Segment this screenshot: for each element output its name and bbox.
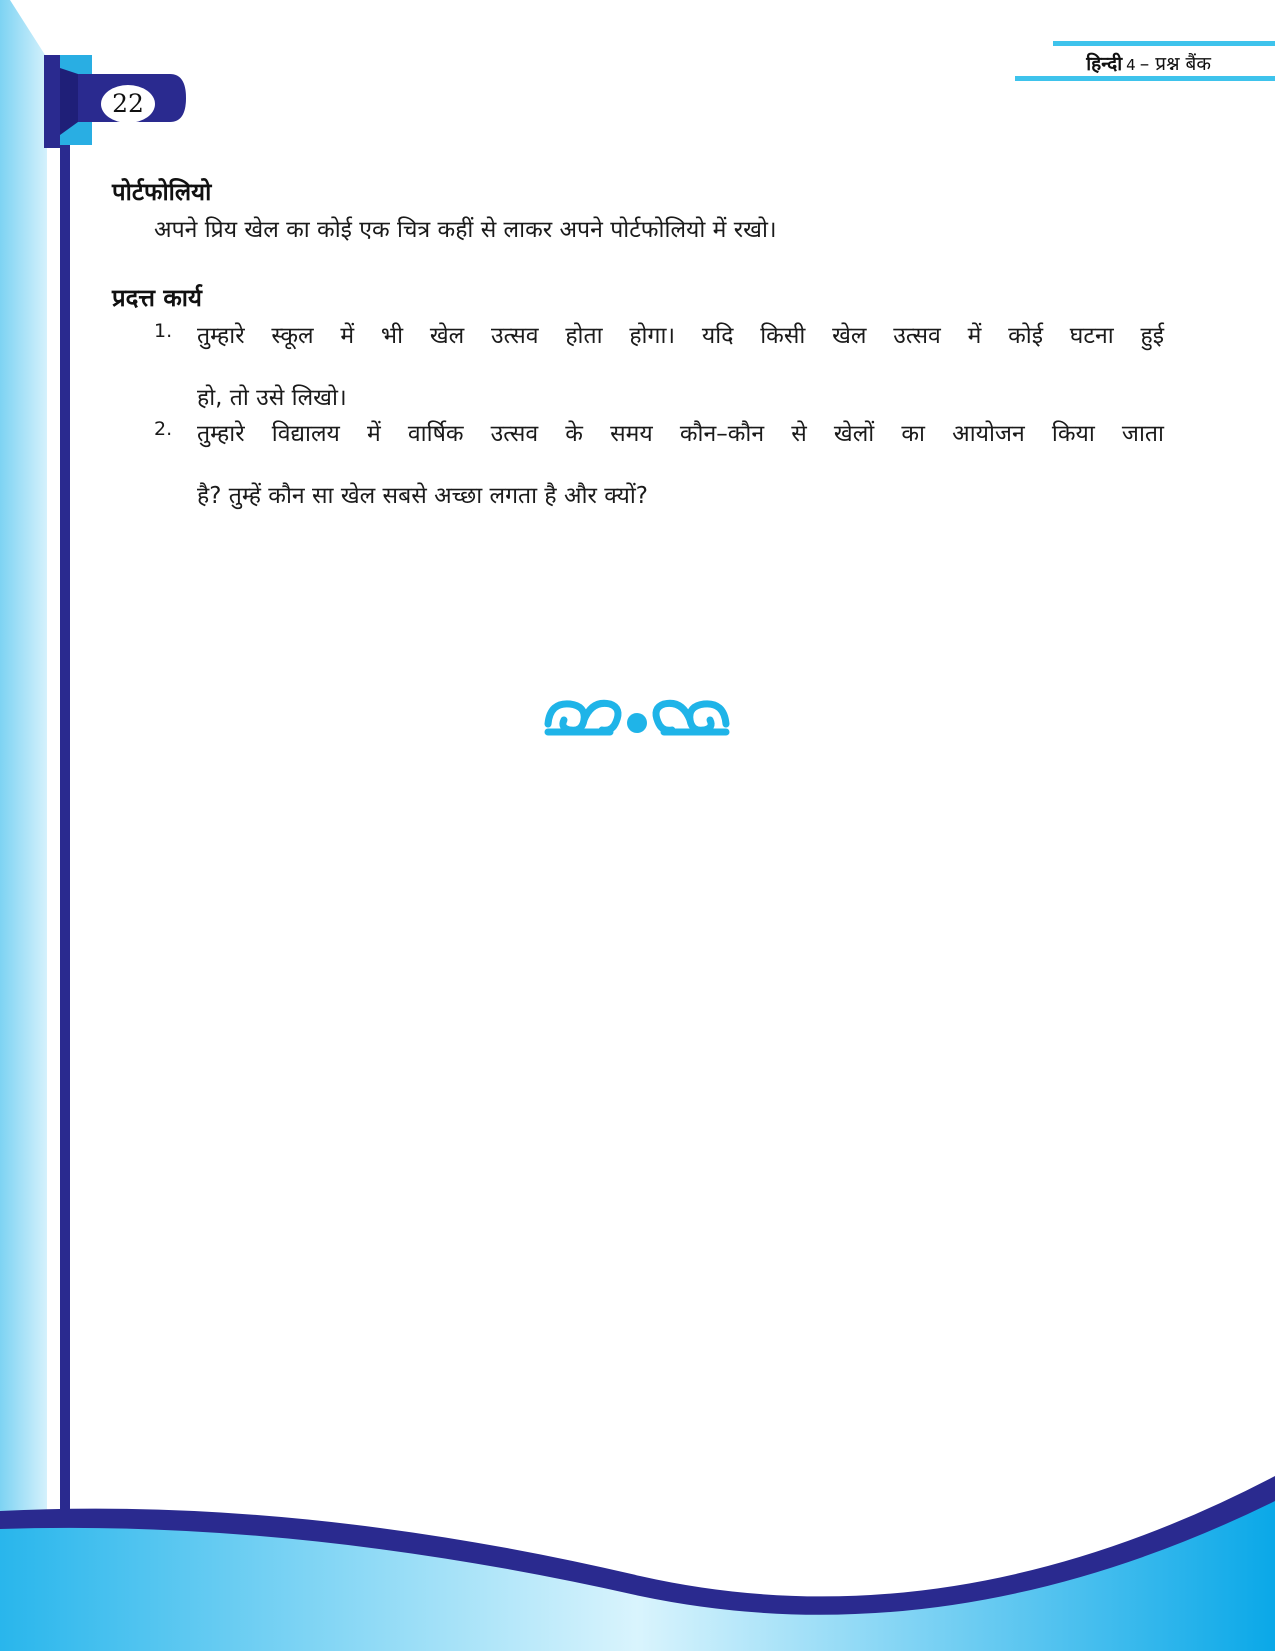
portfolio-heading: पोर्टफोलियो: [112, 178, 212, 206]
header-title: [1086, 50, 1211, 76]
header-grade: 4: [1126, 56, 1136, 74]
portfolio-text: अपने प्रिय खेल का कोई एक चित्र कहीं से लाकर अपने पोर्टफोलियो में रखो।: [154, 217, 777, 243]
task-item-text-line2: हो, तो उसे लिखो।: [197, 385, 347, 411]
task-item-number: 2.: [154, 418, 173, 440]
header-subtitle: प्रश्न बैंक: [1155, 53, 1211, 75]
page-number: 22: [101, 85, 155, 123]
task-item-text-line1: तुम्हारे स्कूल में भी खेल उत्सव होता होगा। यदि किसी खेल उत्सव में कोई घटना हुई: [197, 323, 1164, 349]
task-item-number: 1.: [154, 320, 173, 342]
task-item-text-line1: तुम्हारे विद्यालय में वार्षिक उत्सव के समय कौन–कौन से खेलों का आयोजन किया जाता: [197, 421, 1164, 447]
bottom-wave-decoration: [0, 1351, 1275, 1651]
end-ornament-icon: [540, 692, 734, 742]
header-subject: हिन्दी: [1086, 53, 1123, 75]
task-item-text-line2: है? तुम्हें कौन सा खेल सबसे अच्छा लगता है और क्यों?: [197, 483, 649, 509]
header-rule-bottom: [1015, 76, 1275, 81]
header-rule-top: [1053, 41, 1275, 46]
header-separator: –: [1139, 53, 1150, 75]
assigned-work-heading: प्रदत्त कार्य: [112, 284, 202, 312]
